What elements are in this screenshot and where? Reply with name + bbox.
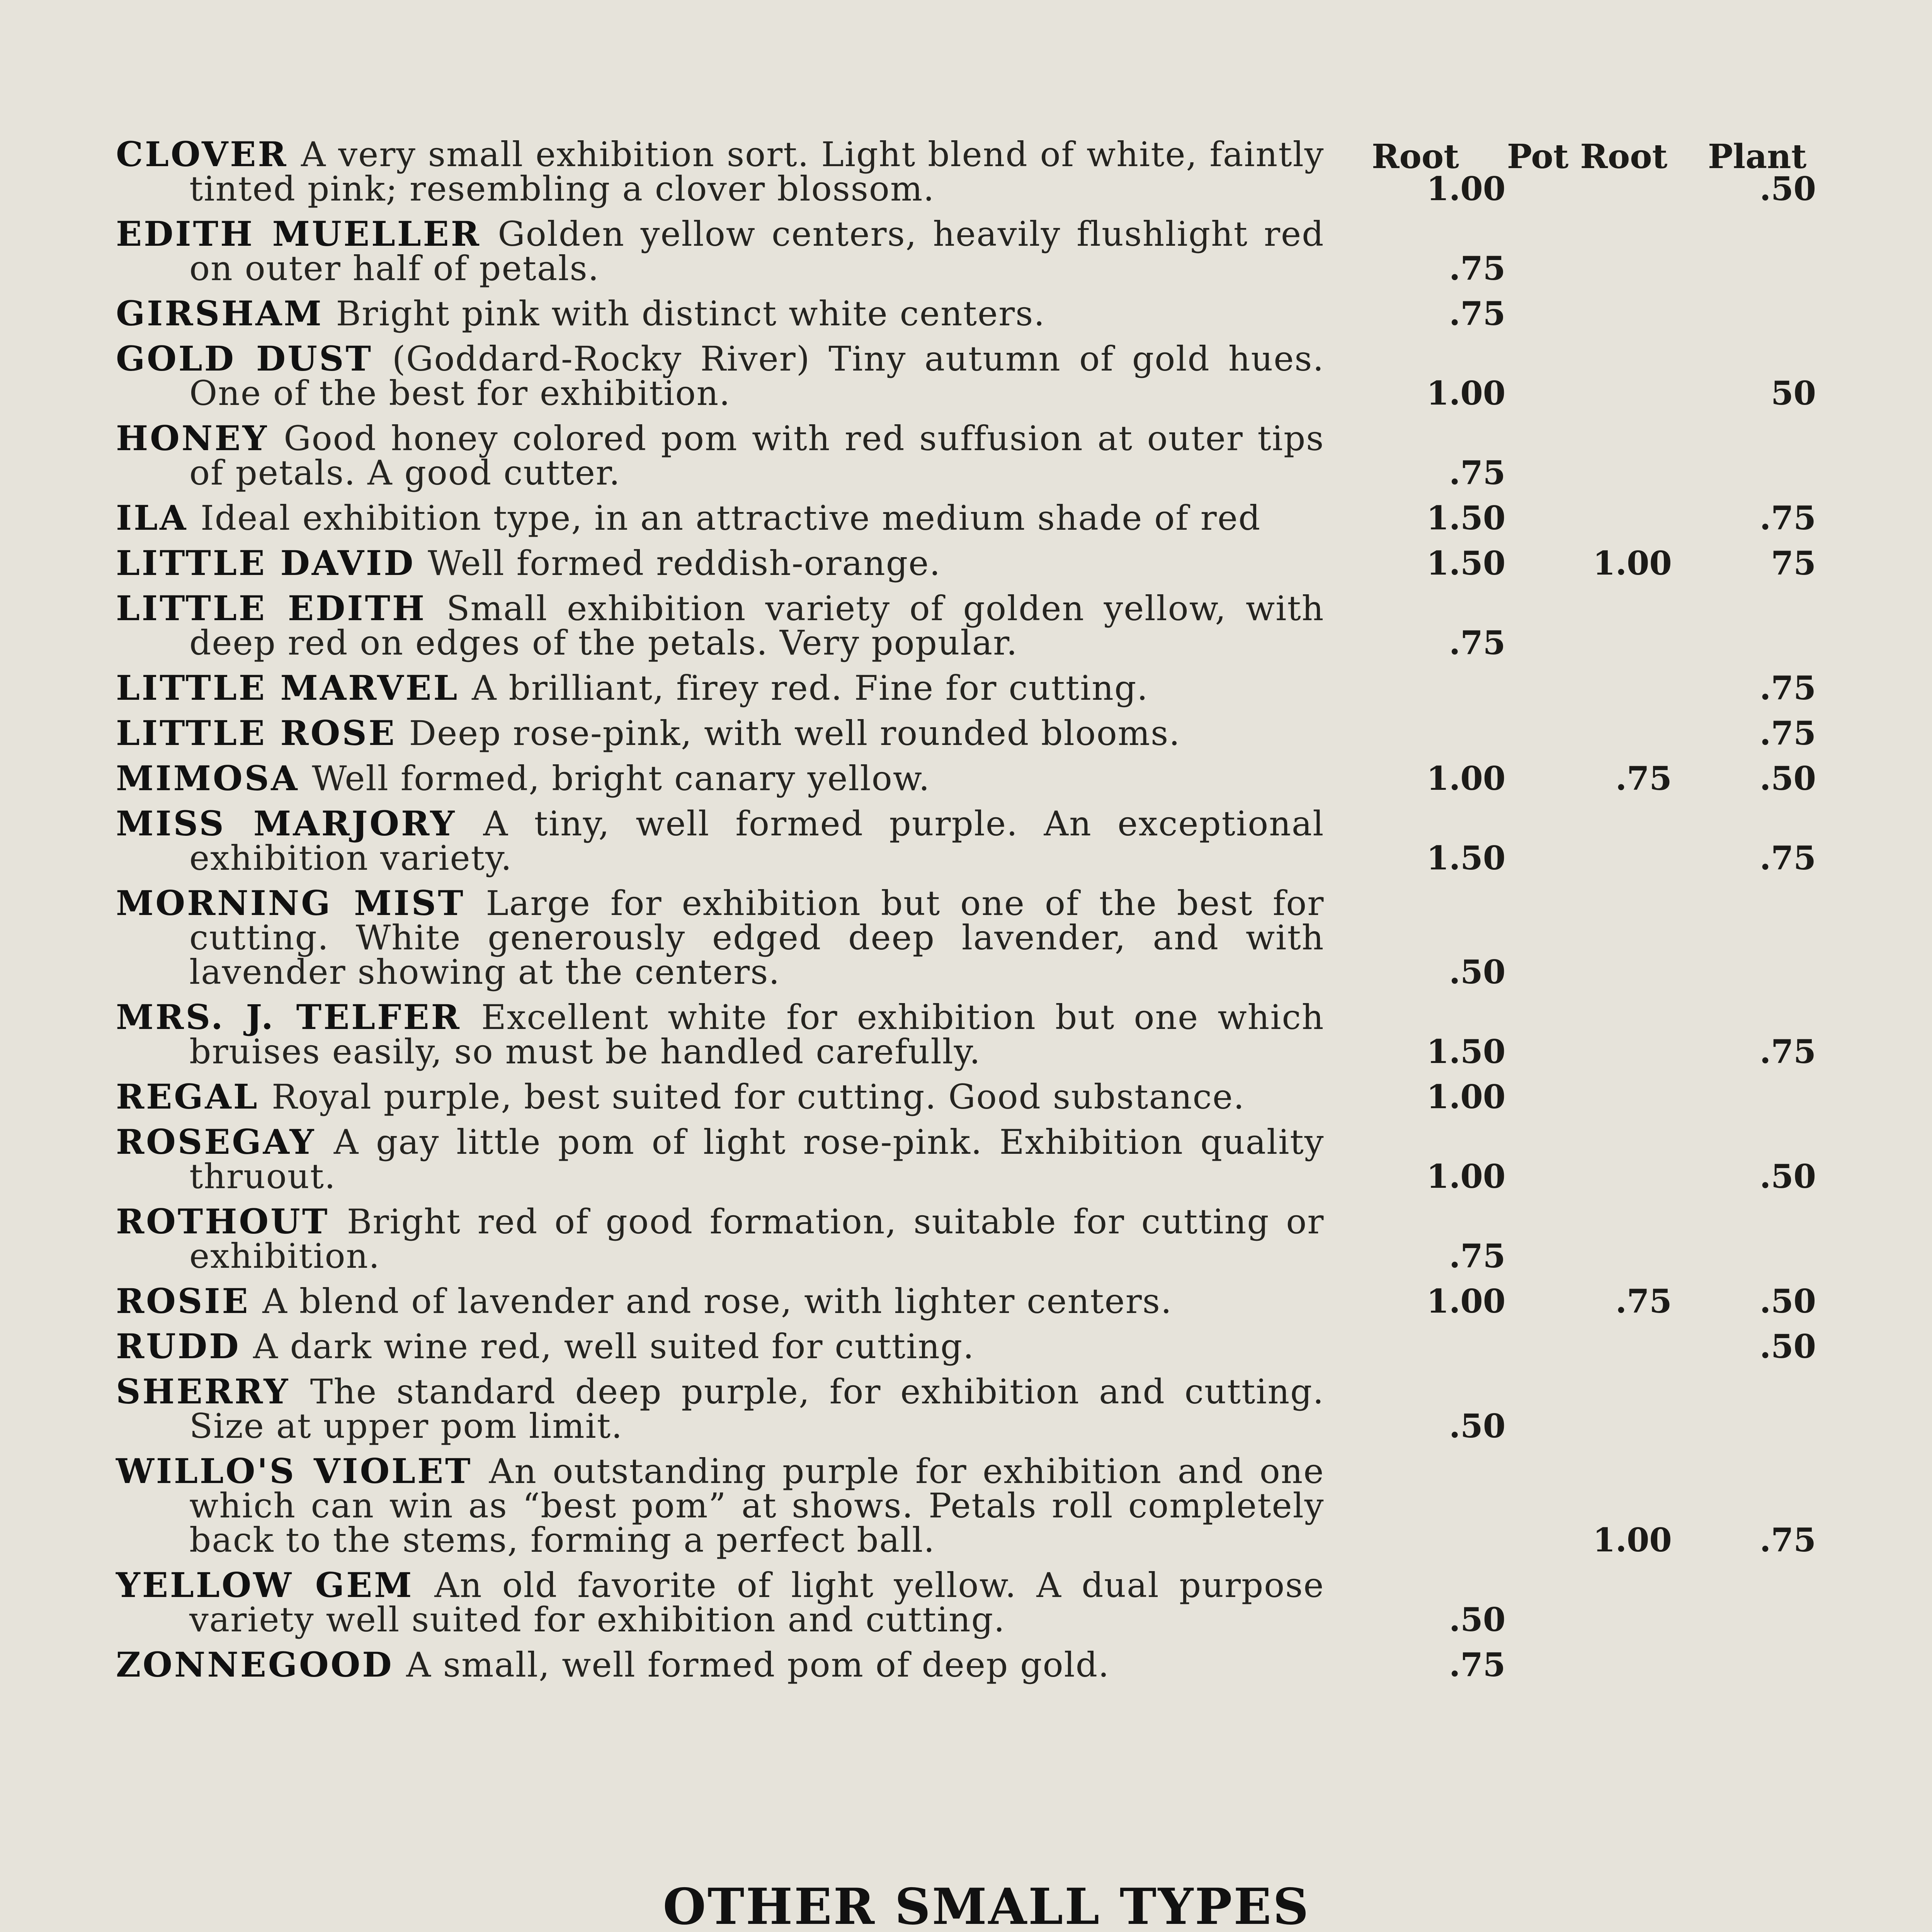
variety-description	[116, 1565, 1325, 1639]
variety-text: A tiny, well formed purple. An exceptional exhibition variety.	[189, 804, 1325, 878]
variety-entry	[116, 418, 1816, 493]
plant-price: .75	[1759, 714, 1816, 752]
variety-entry	[116, 588, 1816, 663]
variety-entry	[116, 1565, 1816, 1639]
variety-text: Bright pink with distinct white centers.	[336, 294, 1046, 333]
root-price: .75	[1449, 249, 1506, 287]
variety-name: LITTLE ROSE	[116, 713, 396, 753]
variety-name: EDITH MUELLER	[116, 214, 481, 254]
variety-text: Well formed, bright canary yellow.	[312, 759, 930, 798]
variety-description	[116, 338, 1325, 413]
variety-text: A very small exhibition sort. Light blend of white, faintly tinted pink; resembling a clover blossom.	[189, 134, 1325, 209]
plant-price: .50	[1759, 759, 1816, 798]
root-price: .75	[1449, 454, 1506, 492]
variety-name: ROSIE	[116, 1281, 250, 1321]
variety-description	[116, 803, 1325, 878]
variety-name: MORNING MIST	[116, 883, 465, 923]
variety-name: RUDD	[116, 1326, 241, 1366]
variety-description	[116, 1281, 1324, 1321]
variety-name: MRS. J. TELFER	[116, 997, 461, 1037]
variety-entry	[116, 498, 1816, 538]
variety-text: A dark wine red, well suited for cutting.	[253, 1327, 975, 1366]
plant-price: .50	[1759, 1327, 1816, 1366]
pot-root-column-header: Pot Root	[1507, 137, 1668, 176]
plant-price: .75	[1759, 1032, 1816, 1071]
variety-text: A blend of lavender and rose, with lighter centers.	[262, 1281, 1172, 1321]
variety-description	[116, 1645, 1324, 1685]
variety-entry	[116, 883, 1816, 992]
variety-name: LITTLE MARVEL	[116, 668, 459, 708]
variety-name: ILA	[116, 498, 188, 538]
variety-description	[116, 1371, 1325, 1446]
variety-description	[116, 1326, 1324, 1366]
variety-entry	[116, 1451, 1816, 1560]
root-price: 1.50	[1426, 839, 1506, 877]
variety-text: A small, well formed pom of deep gold.	[406, 1645, 1110, 1685]
root-price: .75	[1449, 1646, 1506, 1684]
variety-name: GIRSHAM	[116, 293, 323, 333]
variety-entry	[116, 1371, 1816, 1446]
plant-price: 75	[1771, 544, 1816, 582]
variety-description	[116, 758, 1324, 798]
variety-name: SHERRY	[116, 1371, 290, 1412]
root-price: 1.50	[1426, 544, 1506, 582]
section-title: OTHER SMALL TYPES	[663, 1878, 1310, 1932]
variety-text: Large for exhibition but one of the best for cutting. White generously edged deep lavender, and with lavender showing at the centers.	[189, 883, 1325, 992]
variety-text: The standard deep purple, for exhibition and cutting. Size at upper pom limit.	[189, 1372, 1325, 1446]
variety-entry	[116, 1077, 1816, 1117]
pot-root-price: 1.00	[1593, 544, 1672, 582]
variety-description	[116, 883, 1325, 992]
variety-entry	[116, 1122, 1816, 1196]
root-price: 1.00	[1426, 170, 1506, 208]
variety-name: WILLO'S VIOLET	[116, 1451, 473, 1491]
variety-text: A gay little pom of light rose-pink. Exhibition quality thruout.	[189, 1122, 1325, 1196]
variety-entry	[116, 293, 1816, 333]
variety-entry	[116, 758, 1816, 798]
variety-entry	[116, 1326, 1816, 1366]
variety-text: Small exhibition variety of golden yellow, with deep red on edges of the petals. Very popular.	[189, 588, 1325, 663]
variety-text: An outstanding purple for exhibition and one which can win as “best pom” at shows. Petals roll completely back to the stems, forming a perfect ball.	[189, 1451, 1325, 1560]
variety-description	[116, 134, 1325, 209]
variety-name: CLOVER	[116, 134, 288, 174]
variety-description	[116, 668, 1324, 708]
variety-entry	[116, 1201, 1816, 1276]
variety-description	[116, 1201, 1325, 1276]
pot-root-price: .75	[1615, 1282, 1672, 1320]
variety-description	[116, 214, 1325, 288]
variety-name: MIMOSA	[116, 758, 299, 798]
variety-name: LITTLE DAVID	[116, 543, 415, 583]
plant-price: .50	[1759, 170, 1816, 208]
pompon-list	[116, 134, 1816, 1693]
variety-text: (Goddard-Rocky River) Tiny autumn of gold hues. One of the best for exhibition.	[189, 339, 1325, 413]
root-price: .75	[1449, 624, 1506, 662]
variety-text: Well formed reddish-orange.	[428, 543, 941, 583]
plant-price: .75	[1759, 1521, 1816, 1559]
variety-name: HONEY	[116, 418, 269, 458]
variety-entry	[116, 134, 1816, 209]
plant-price: .50	[1759, 1282, 1816, 1320]
plant-price: .75	[1759, 499, 1816, 537]
root-price: 1.00	[1426, 759, 1506, 798]
root-price: .75	[1449, 1237, 1506, 1275]
pot-root-price: 1.00	[1593, 1521, 1672, 1559]
variety-text: Ideal exhibition type, in an attractive medium shade of red	[200, 498, 1261, 538]
variety-description	[116, 1451, 1325, 1560]
plant-column-header: Plant	[1708, 137, 1807, 176]
variety-name: ROTHOUT	[116, 1201, 330, 1242]
variety-entry	[116, 1645, 1816, 1685]
variety-description	[116, 713, 1324, 753]
variety-description	[116, 418, 1325, 493]
variety-text: An old favorite of light yellow. A dual purpose variety well suited for exhibition and cutting.	[189, 1565, 1325, 1639]
variety-text: Bright red of good formation, suitable for cutting or exhibition.	[189, 1202, 1325, 1276]
root-price: 1.00	[1426, 1078, 1506, 1116]
root-price: 1.00	[1426, 1157, 1506, 1196]
root-price: 1.00	[1426, 1282, 1506, 1320]
variety-name: ZONNEGOOD	[116, 1645, 394, 1685]
variety-description	[116, 1122, 1325, 1196]
root-price: 1.50	[1426, 1032, 1506, 1071]
variety-entry	[116, 1281, 1816, 1321]
variety-name: ROSEGAY	[116, 1122, 316, 1162]
variety-entry	[116, 997, 1816, 1071]
root-price: 1.00	[1426, 374, 1506, 412]
variety-name: YELLOW GEM	[116, 1565, 414, 1605]
plant-price: .75	[1759, 839, 1816, 877]
variety-text: Deep rose-pink, with well rounded blooms.	[409, 713, 1181, 753]
variety-entry	[116, 338, 1816, 413]
variety-text: A brilliant, firey red. Fine for cutting.	[472, 668, 1149, 708]
pot-root-price: .75	[1615, 759, 1672, 798]
variety-text: Excellent white for exhibition but one which bruises easily, so must be handled carefully.	[189, 997, 1325, 1071]
variety-name: REGAL	[116, 1077, 259, 1117]
root-column-header: Root	[1372, 137, 1459, 176]
variety-entry	[116, 713, 1816, 753]
variety-name: MISS MARJORY	[116, 803, 457, 844]
root-price: .75	[1449, 294, 1506, 333]
variety-description	[116, 1077, 1324, 1117]
variety-entry	[116, 803, 1816, 878]
variety-description	[116, 997, 1325, 1071]
variety-text: Golden yellow centers, heavily flushlight red on outer half of petals.	[189, 214, 1325, 288]
plant-price: .50	[1759, 1157, 1816, 1196]
variety-description	[116, 543, 1324, 583]
variety-entry	[116, 668, 1816, 708]
root-price: 1.50	[1426, 499, 1506, 537]
variety-name: LITTLE EDITH	[116, 588, 427, 628]
variety-name: GOLD DUST	[116, 338, 373, 379]
variety-description	[116, 588, 1325, 663]
variety-entry	[116, 543, 1816, 583]
plant-price: .75	[1759, 669, 1816, 707]
plant-price: 50	[1771, 374, 1816, 412]
root-price: .50	[1449, 953, 1506, 991]
variety-text: Good honey colored pom with red suffusion at outer tips of petals. A good cutter.	[189, 418, 1325, 493]
variety-entry	[116, 214, 1816, 288]
variety-description	[116, 293, 1324, 333]
root-price: .50	[1449, 1407, 1506, 1445]
variety-text: Royal purple, best suited for cutting. Good substance.	[272, 1077, 1245, 1117]
root-price: .50	[1449, 1600, 1506, 1639]
variety-description	[116, 498, 1324, 538]
